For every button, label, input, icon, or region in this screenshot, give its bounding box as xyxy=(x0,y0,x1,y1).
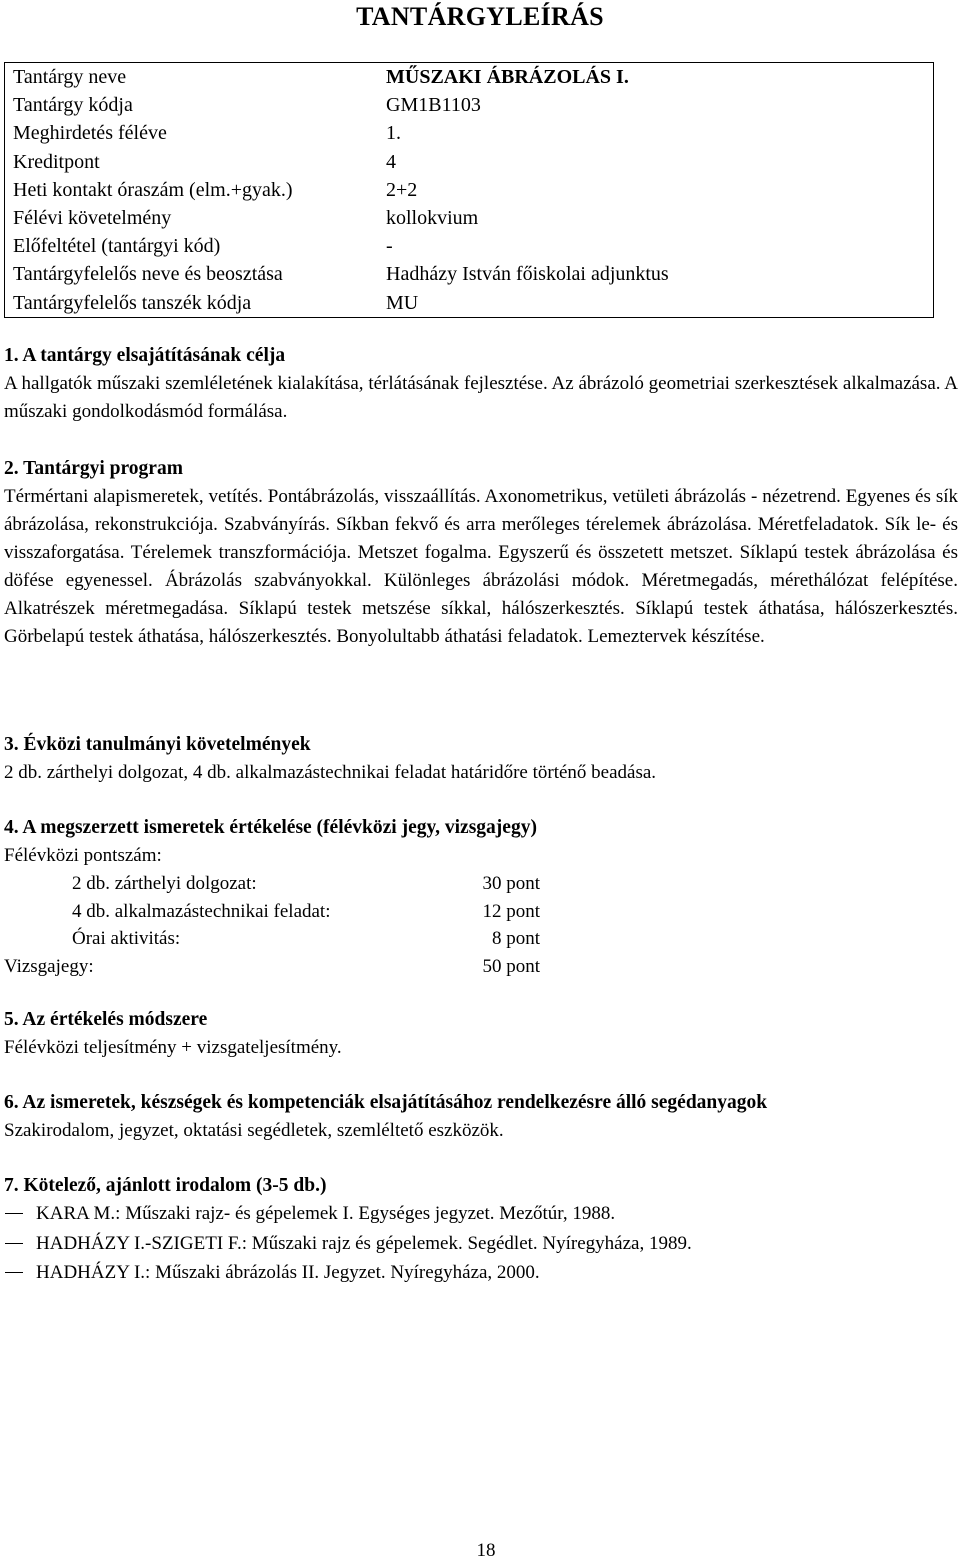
dash-bullet-icon xyxy=(5,1272,23,1273)
section-body: Térmértani alapismeretek, vetítés. Pontábrázolás, visszaállítás. Axonometrikus, vetületi ábrázolás - nézetrend. Egyenes és sík ábrázolása, rekonstrukciója. Szabványírás. Síkban fekvő és arra merőleges térelemek ábrázolása. Méretfeladatok. Sík le- és visszaforgatása. Térelemek transzformációja. Metszet fogalma. Egyszerű és összetett metszet. Síklapú testek ábrázolása és döfése egyenessel. Ábrázolás szabványokkal. Különleges ábrázolási módok. Méretmegadás, mérethálózat felépítése. Alkatrészek méretmegadása. Síklapú testek metszése síkkal, hálószerkesztés. Síklapú testek áthatása, hálószerkesztés. Görbelapú testek áthatása, hálószerkesztés. Bonyolultabb áthatási feladatok. Lemeztervek készítése. xyxy=(4,486,958,647)
literature-item xyxy=(4,1200,958,1230)
info-value: Hadházy István főiskolai adjunktus xyxy=(386,263,669,286)
page-number: 18 xyxy=(476,1540,496,1561)
info-label: Tantárgyfelelős tanszék kódja xyxy=(13,291,252,314)
info-row-prerequisite xyxy=(5,232,933,260)
info-row-course-code xyxy=(5,91,933,119)
section-heading: 3. Évközi tanulmányi követelmények xyxy=(4,734,311,755)
info-row-requirement xyxy=(5,204,933,232)
info-row-department xyxy=(5,289,933,317)
section-body: 2 db. zárthelyi dolgozat, 4 db. alkalmazástechnikai feladat határidőre történő beadása. xyxy=(4,762,657,783)
dash-bullet-icon xyxy=(5,1213,23,1214)
literature-item xyxy=(4,1230,958,1260)
info-row-responsible xyxy=(5,260,933,288)
score-value: 30 pont xyxy=(482,873,540,894)
literature-text: HADHÁZY I.: Műszaki ábrázolás II. Jegyzet. Nyíregyháza, 2000. xyxy=(36,1262,540,1283)
course-info-table xyxy=(4,62,934,318)
score-label: 2 db. zárthelyi dolgozat: xyxy=(72,873,257,894)
info-label: Meghirdetés féléve xyxy=(13,122,167,145)
section-requirements xyxy=(4,731,958,787)
info-value: MU xyxy=(386,291,419,314)
info-row-contact-hours xyxy=(5,176,933,204)
info-value: kollokvium xyxy=(386,206,479,229)
section-intro: Félévközi pontszám: xyxy=(4,845,162,866)
info-value: MŰSZAKI ÁBRÁZOLÁS I. xyxy=(386,66,629,88)
info-value: 4 xyxy=(386,150,396,173)
score-label: Vizsgajegy: xyxy=(4,956,94,978)
score-row xyxy=(4,925,958,953)
info-label: Kreditpont xyxy=(13,150,100,173)
score-value: 50 pont xyxy=(482,956,540,978)
section-heading: 6. Az ismeretek, készségek és kompetenciák elsajátításához rendelkezésre álló segédanyagok xyxy=(4,1092,768,1113)
score-row xyxy=(4,898,958,926)
section-resources xyxy=(4,1089,958,1145)
info-row-credits xyxy=(5,148,933,176)
score-label: 4 db. alkalmazástechnikai feladat: xyxy=(72,900,331,922)
info-label: Félévi követelmény xyxy=(13,206,172,229)
info-row-semester xyxy=(5,119,933,147)
info-label: Tantárgy kódja xyxy=(13,94,133,117)
score-row xyxy=(4,953,958,981)
section-literature xyxy=(4,1172,958,1289)
section-body: Félévközi teljesítmény + vizsgateljesítmény. xyxy=(4,1037,342,1058)
section-heading: 2. Tantárgyi program xyxy=(4,458,183,479)
section-heading: 5. Az értékelés módszere xyxy=(4,1009,208,1030)
info-label: Tantárgy neve xyxy=(13,66,127,88)
info-value: 2+2 xyxy=(386,178,418,201)
info-label: Előfeltétel (tantárgyi kód) xyxy=(13,235,221,258)
dash-bullet-icon xyxy=(5,1243,23,1244)
section-heading: 4. A megszerzett ismeretek értékelése (félévközi jegy, vizsgajegy) xyxy=(4,817,537,838)
literature-item xyxy=(4,1259,958,1289)
section-heading: 1. A tantárgy elsajátításának célja xyxy=(4,345,286,366)
literature-text: KARA M.: Műszaki rajz- és gépelemek I. Egységes jegyzet. Mezőtúr, 1988. xyxy=(36,1203,616,1224)
section-assessment xyxy=(4,814,958,981)
section-method xyxy=(4,1006,958,1062)
score-value: 12 pont xyxy=(482,900,540,922)
section-goal xyxy=(4,342,958,426)
info-label: Heti kontakt óraszám (elm.+gyak.) xyxy=(13,178,293,201)
info-label: Tantárgyfelelős neve és beosztása xyxy=(13,263,283,286)
page-title: TANTÁRGYLEÍRÁS xyxy=(356,2,604,31)
section-heading: 7. Kötelező, ajánlott irodalom (3-5 db.) xyxy=(4,1175,327,1196)
section-body: Szakirodalom, jegyzet, oktatási segédletek, szemléltető eszközök. xyxy=(4,1120,504,1141)
section-body: A hallgatók műszaki szemléletének kialakítása, térlátásának fejlesztése. Az ábrázoló geometriai szerkesztések alkalmazása. A műszaki gondolkodásmód formálása. xyxy=(4,373,958,422)
info-value: GM1B1103 xyxy=(386,94,481,117)
info-row-course-name xyxy=(5,63,933,91)
info-value: - xyxy=(386,235,393,258)
info-value: 1. xyxy=(386,122,401,145)
score-row xyxy=(4,870,958,898)
score-label: Órai aktivitás: xyxy=(72,928,181,950)
section-program xyxy=(4,455,958,651)
literature-text: HADHÁZY I.-SZIGETI F.: Műszaki rajz és gépelemek. Segédlet. Nyíregyháza, 1989. xyxy=(36,1232,692,1254)
score-value: 8 pont xyxy=(491,928,540,950)
